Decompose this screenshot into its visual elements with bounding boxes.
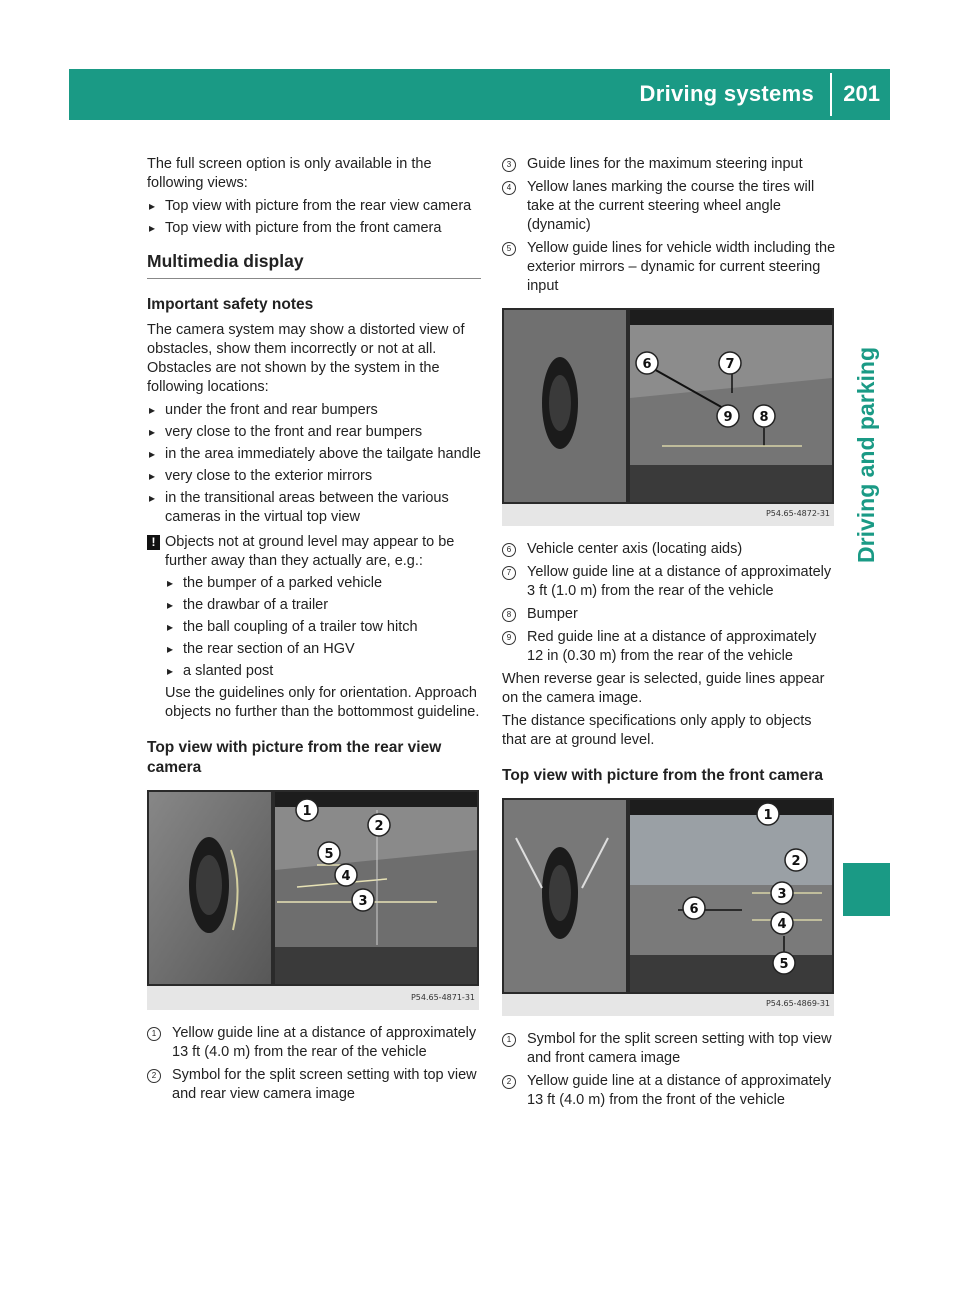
figure-marker: 8 — [759, 410, 769, 425]
figure-marker: 1 — [763, 808, 773, 823]
rear-view-heading: Top view with picture from the rear view camera — [147, 739, 442, 776]
list-item: ▸ the rear section of an HGV — [165, 640, 481, 659]
front-view-heading: Top view with picture from the front camera — [502, 767, 823, 784]
figure-marker: 4 — [777, 917, 787, 932]
list-item — [502, 1030, 836, 1068]
figure-marker: 6 — [642, 357, 652, 372]
distance-text: The distance specifications only apply to objects that are at ground level. — [502, 713, 812, 748]
rear-camera-image — [147, 790, 479, 1010]
item-number: 7 — [502, 566, 516, 580]
item-text: Symbol for the split screen setting with top view and front camera image — [527, 1031, 832, 1066]
item-text: Bumper — [527, 606, 578, 622]
figure-marker: 1 — [302, 804, 312, 819]
guideline-text: Use the guidelines only for orientation. Approach objects no further than the bottommost guideline. — [165, 685, 480, 720]
reverse-text: When reverse gear is selected, guide lines appear on the camera image. — [502, 671, 825, 706]
right-column — [502, 155, 836, 1114]
figure-marker: 2 — [374, 819, 384, 834]
warning-note — [147, 533, 481, 571]
page-header — [69, 69, 890, 120]
list-item — [502, 605, 836, 624]
figure-marker: 2 — [791, 854, 801, 869]
figure-code: P54.65-4871-31 — [410, 993, 475, 1002]
intro-text: The full screen option is only available in the following views: — [147, 156, 432, 191]
item-number: 4 — [502, 181, 516, 195]
item-number: 2 — [502, 1075, 516, 1089]
figure-marker: 3 — [777, 887, 787, 902]
item-number: 2 — [147, 1069, 161, 1083]
rear-guide-image — [502, 308, 834, 526]
item-text: Symbol for the split screen setting with top view and rear view camera image — [172, 1067, 477, 1102]
rear-guide-figure — [502, 308, 834, 526]
safety-heading: Important safety notes — [147, 296, 314, 313]
list-item — [502, 155, 836, 174]
front-camera-image — [502, 798, 834, 1016]
left-column — [147, 155, 481, 1108]
list-item: ▸ the bumper of a parked vehicle — [165, 574, 481, 593]
item-text: Guide lines for the maximum steering input — [527, 156, 803, 172]
item-number: 1 — [147, 1027, 161, 1041]
side-tab-label: Driving and parking — [853, 347, 879, 563]
list-item: ▸ Top view with picture from the front camera — [147, 219, 481, 238]
item-number: 9 — [502, 631, 516, 645]
list-item — [502, 178, 836, 235]
item-text: Yellow guide lines for vehicle width including the exterior mirrors – dynamic for current steering input — [527, 240, 836, 294]
list-item — [502, 540, 836, 559]
side-tab — [843, 310, 890, 600]
item-number: 5 — [502, 242, 516, 256]
item-text: Yellow guide line at a distance of approximately 13 ft (4.0 m) from the front of the vehicle — [527, 1073, 832, 1108]
list-item: ▸ very close to the front and rear bumpers — [147, 423, 481, 442]
list-item — [502, 239, 836, 296]
item-number: 8 — [502, 608, 516, 622]
list-item: ▸ a slanted post — [165, 662, 481, 681]
list-item: ▸ Top view with picture from the rear view camera — [147, 197, 481, 216]
list-item: ▸ the drawbar of a trailer — [165, 596, 481, 615]
item-number: 6 — [502, 543, 516, 557]
list-item: ▸ the ball coupling of a trailer tow hitch — [165, 618, 481, 637]
item-text: Yellow guide line at a distance of approximately 3 ft (1.0 m) from the rear of the vehicle — [527, 564, 832, 599]
figure-marker: 4 — [341, 869, 351, 884]
figure-marker: 5 — [779, 957, 789, 972]
safety-text: The camera system may show a distorted view of obstacles, show them incorrectly or not at all. Obstacles are not shown by the system in the following locations: — [147, 322, 465, 395]
front-camera-figure — [502, 798, 834, 1016]
figure-code: P54.65-4869-31 — [765, 999, 830, 1008]
list-item — [147, 1066, 481, 1104]
warning-icon: ! — [147, 535, 160, 550]
list-item — [502, 563, 836, 601]
list-item — [502, 1072, 836, 1110]
list-item: ▸ under the front and rear bumpers — [147, 401, 481, 420]
figure-marker: 5 — [324, 847, 334, 862]
figure-marker: 3 — [358, 894, 368, 909]
list-item: ▸ very close to the exterior mirrors — [147, 467, 481, 486]
item-text: Yellow guide line at a distance of approximately 13 ft (4.0 m) from the rear of the vehicle — [172, 1025, 477, 1060]
list-item: ▸ in the area immediately above the tailgate handle — [147, 445, 481, 464]
figure-code: P54.65-4872-31 — [765, 509, 830, 518]
list-item — [147, 1024, 481, 1062]
item-number: 3 — [502, 158, 516, 172]
section-title: Multimedia display — [147, 252, 481, 279]
figure-marker: 9 — [723, 410, 733, 425]
rear-camera-figure — [147, 790, 479, 1010]
item-text: Vehicle center axis (locating aids) — [527, 541, 743, 557]
warning-text: Objects not at ground level may appear to be further away than they actually are, e.g.: — [165, 534, 455, 569]
figure-marker: 6 — [689, 902, 699, 917]
side-tab-marker — [843, 863, 890, 916]
item-text: Yellow lanes marking the course the tires will take at the current steering wheel angle (dynamic) — [527, 179, 815, 233]
figure-marker: 7 — [725, 357, 735, 372]
header-title: Driving systems — [639, 81, 814, 106]
list-item: ▸ in the transitional areas between the various cameras in the virtual top view — [147, 489, 481, 527]
header-divider — [830, 73, 832, 116]
item-number: 1 — [502, 1033, 516, 1047]
item-text: Red guide line at a distance of approximately 12 in (0.30 m) from the rear of the vehicle — [527, 629, 817, 664]
page-number: 201 — [843, 81, 880, 106]
list-item — [502, 628, 836, 666]
